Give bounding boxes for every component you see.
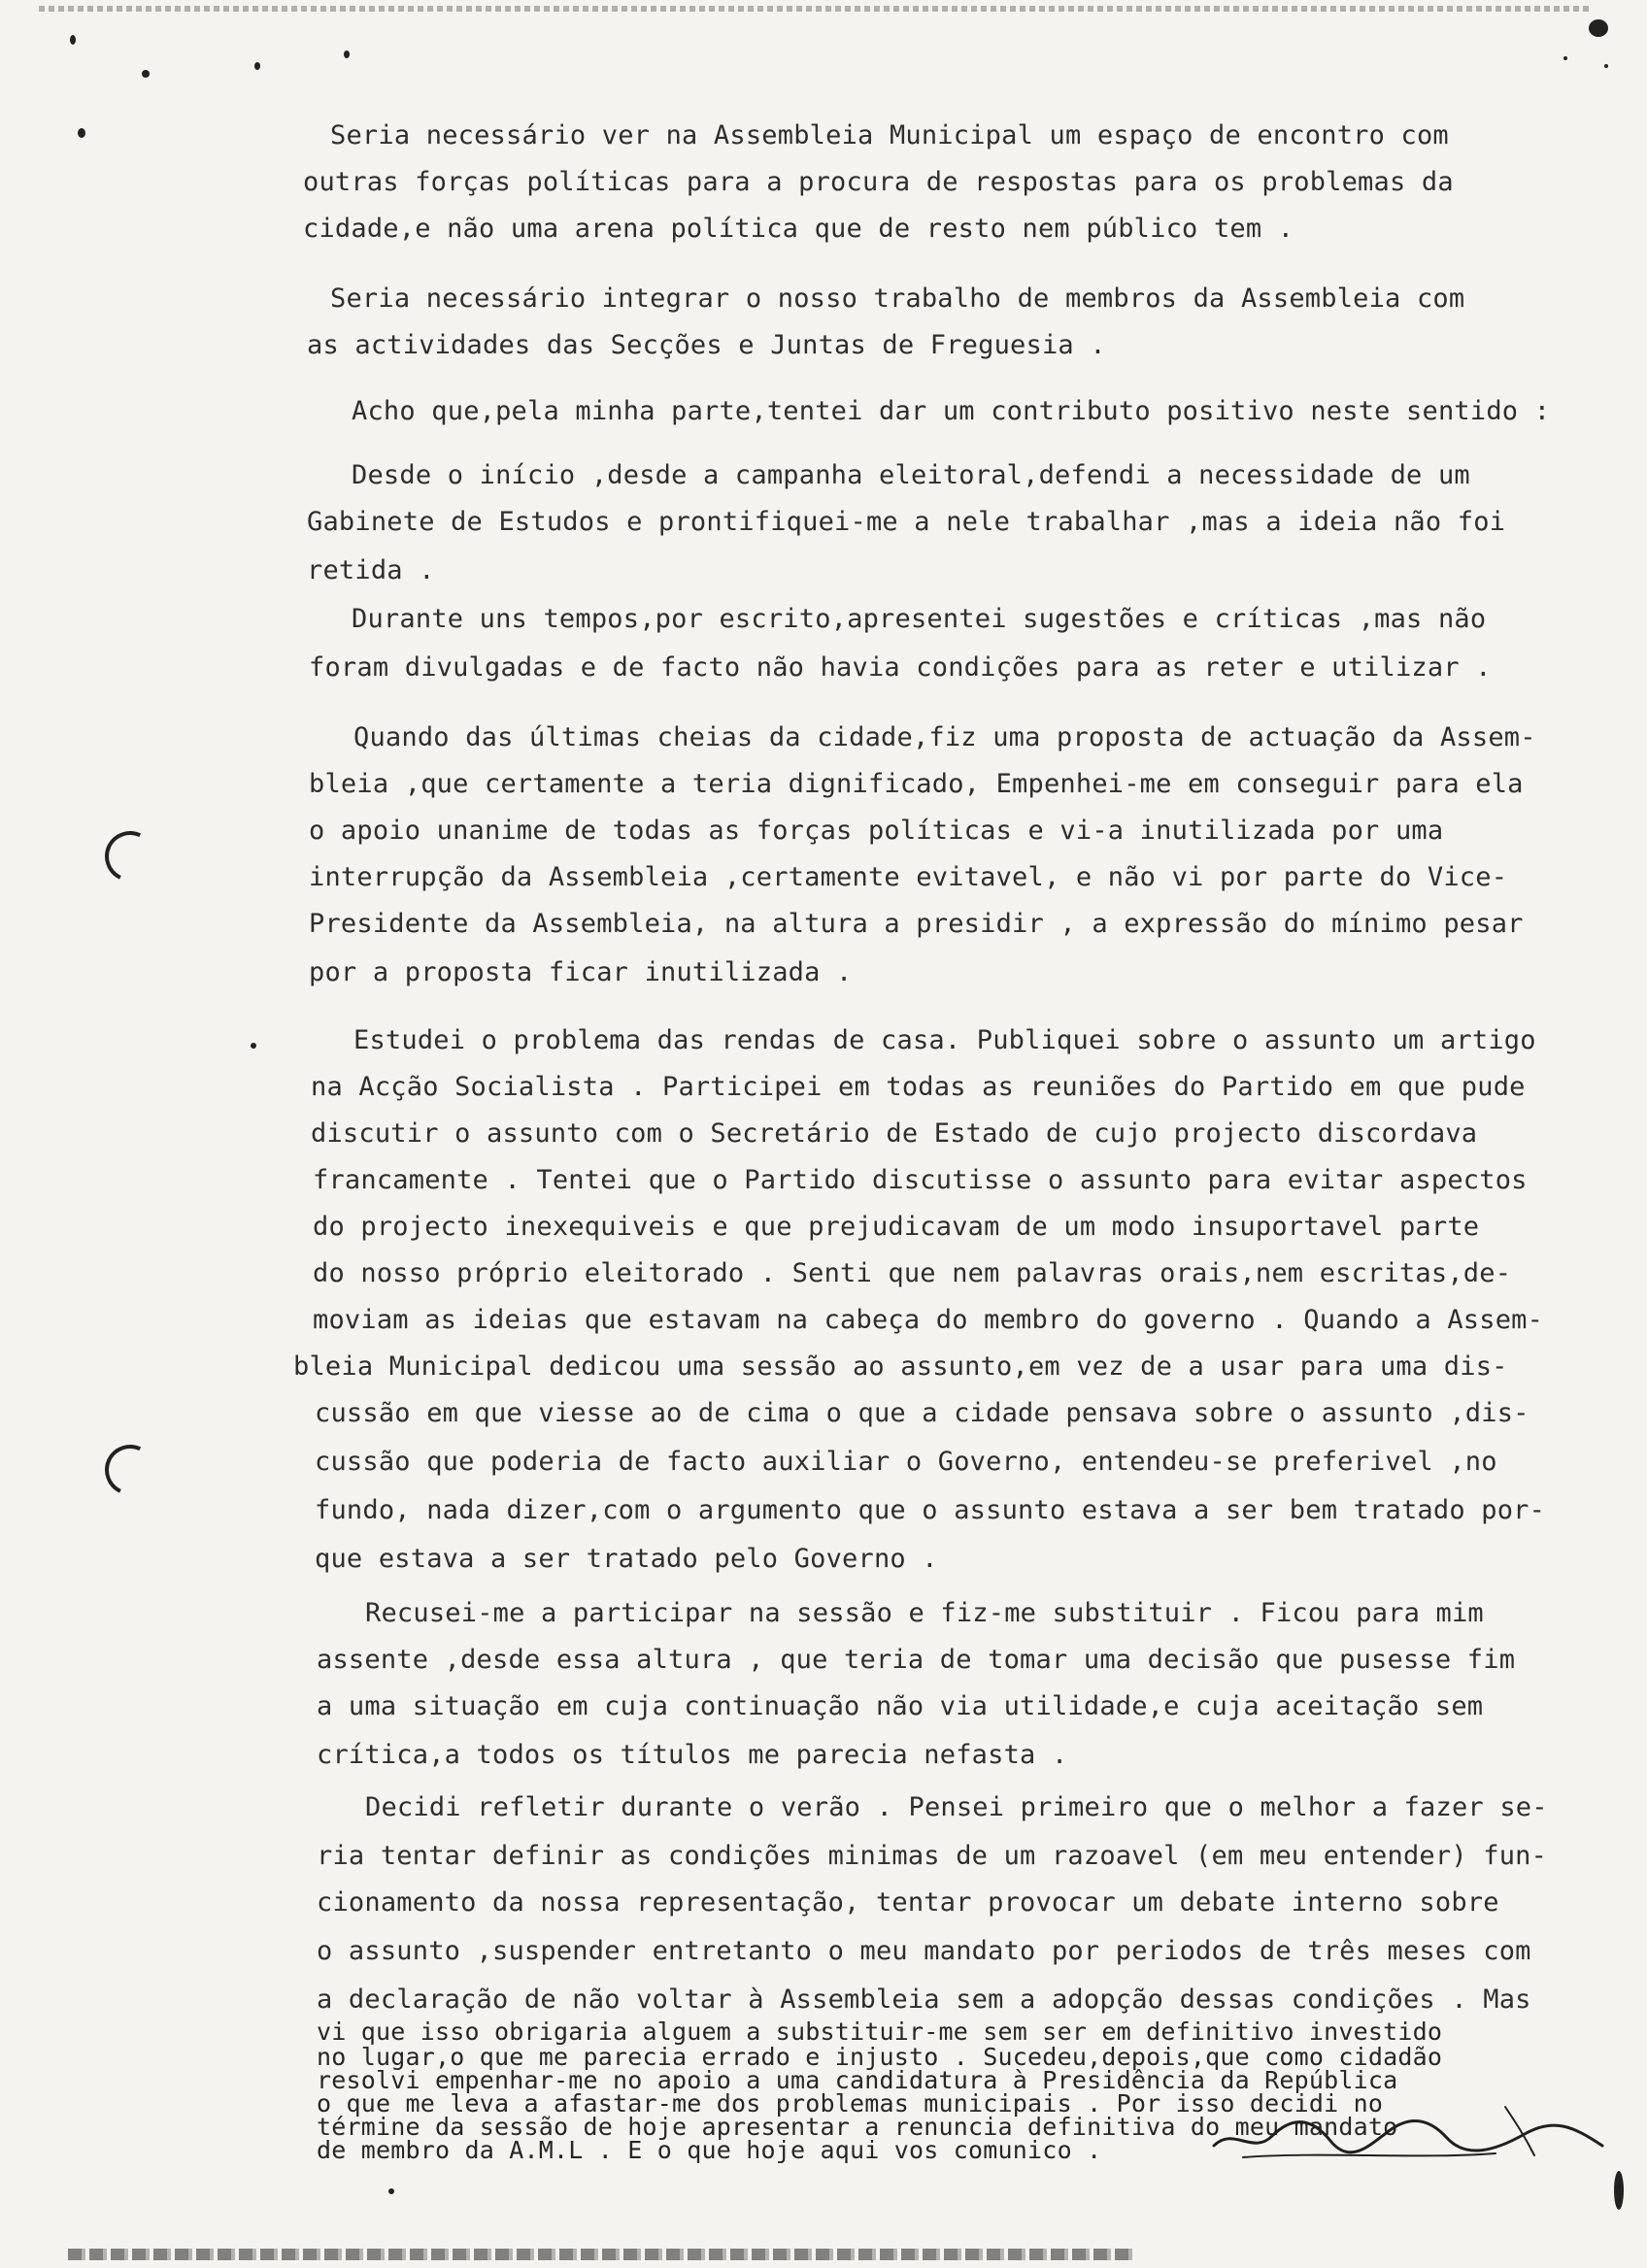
text-line: vi que isso obrigaria alguem a substituir-me sem ser em definitivo investido <box>317 2018 1443 2046</box>
text-line: Estudei o problema das rendas de casa. Publiquei sobre o assunto um artigo <box>353 1025 1536 1055</box>
text-line: discutir o assunto com o Secretário de Estado de cujo projecto discordava <box>311 1118 1478 1149</box>
text-line: moviam as ideias que estavam na cabeça do membro do governo . Quando a Assem- <box>313 1305 1544 1335</box>
text-line: fundo, nada dizer,com o argumento que o assunto estava a ser bem tratado por- <box>315 1495 1546 1525</box>
text-line: no lugar,o que me parecia errado e injusto . Sucedeu,depois,que como cidadão <box>317 2043 1443 2071</box>
text-line: cidade,e não uma arena política que de resto nem público tem . <box>303 214 1294 244</box>
text-line: do nosso próprio eleitorado . Senti que nem palavras orais,nem escritas,de- <box>313 1258 1512 1288</box>
text-line: outras forças políticas para a procura de respostas para os problemas da <box>303 167 1454 197</box>
text-line: Decidi refletir durante o verão . Pensei primeiro que o melhor a fazer se- <box>365 1792 1548 1822</box>
text-line: de membro da A.M.L . E o que hoje aqui vos comunico . <box>317 2136 1102 2164</box>
text-line: bleia ,que certamente a teria dignificado, Empenhei-me em conseguir para ela <box>309 769 1524 799</box>
text-line: cussão em que viesse ao de cima o que a cidade pensava sobre o assunto ,dis- <box>315 1398 1529 1428</box>
text-line: crítica,a todos os títulos me parecia nefasta . <box>317 1740 1068 1770</box>
text-line: a declaração de não voltar à Assembleia sem a adopção dessas condições . Mas <box>317 1984 1531 2015</box>
text-line: cussão que poderia de facto auxiliar o Governo, entendeu-se preferivel ,no <box>315 1447 1497 1477</box>
text-line: Quando das últimas cheias da cidade,fiz uma proposta de actuação da Assem- <box>353 722 1536 752</box>
text-line: na Acção Socialista . Participei em todas as reuniões do Partido em que pude <box>311 1072 1526 1102</box>
text-line: Durante uns tempos,por escrito,apresentei sugestões e críticas ,mas não <box>352 604 1487 634</box>
handwritten-signature <box>1204 2087 1612 2165</box>
text-line: foram divulgadas e de facto não havia condições para as reter e utilizar . <box>309 652 1492 683</box>
text-line: Presidente da Assembleia, na altura a presidir , a expressão do mínimo pesar <box>309 909 1524 939</box>
text-line: Seria necessário ver na Assembleia Municipal um espaço de encontro com <box>330 120 1449 150</box>
text-line: cionamento da nossa representação, tentar provocar um debate interno sobre <box>317 1887 1499 1918</box>
text-line: interrupção da Assembleia ,certamente evitavel, e não vi por parte do Vice- <box>309 862 1508 892</box>
text-line: francamente . Tentei que o Partido discutisse o assunto para evitar aspectos <box>313 1165 1528 1195</box>
text-line: o apoio unanime de todas as forças políticas e vi-a inutilizada por uma <box>309 816 1444 846</box>
text-line: por a proposta ficar inutilizada . <box>309 957 853 987</box>
text-line: o assunto ,suspender entretanto o meu mandato por periodos de três meses com <box>317 1936 1531 1966</box>
text-line: Acho que,pela minha parte,tentei dar um contributo positivo neste sentido : <box>352 396 1551 426</box>
text-line: ria tentar definir as condições minimas de um razoavel (em meu entender) fun- <box>317 1841 1548 1871</box>
text-line: retida . <box>307 555 435 585</box>
text-line: assente ,desde essa altura , que teria de tomar uma decisão que pusesse fim <box>317 1645 1516 1675</box>
text-line: términe da sessão de hoje apresentar a renuncia definitiva do meu mandato <box>317 2113 1398 2141</box>
text-line: o que me leva a afastar-me dos problemas municipais . Por isso decidi no <box>317 2089 1384 2118</box>
text-line: resolvi empenhar-me no apoio a uma candidatura à Presidência da República <box>317 2066 1398 2094</box>
text-line: do projecto inexequiveis e que prejudicavam de um modo insuportavel parte <box>313 1212 1480 1242</box>
text-line: a uma situação em cuja continuação não via utilidade,e cuja aceitação sem <box>317 1691 1484 1721</box>
text-line: Recusei-me a participar na sessão e fiz-me substituir . Ficou para mim <box>365 1598 1484 1628</box>
text-line: bleia Municipal dedicou uma sessão ao assunto,em vez de a usar para uma dis- <box>293 1351 1508 1382</box>
text-line: Desde o início ,desde a campanha eleitoral,defendi a necessidade de um <box>352 460 1470 490</box>
text-line: Seria necessário integrar o nosso trabalho de membros da Assembleia com <box>330 284 1465 314</box>
text-line: que estava a ser tratado pelo Governo . <box>315 1544 938 1574</box>
text-line: Gabinete de Estudos e prontifiquei-me a nele trabalhar ,mas a ideia não foi <box>307 507 1506 537</box>
text-line: as actividades das Secções e Juntas de Freguesia . <box>307 330 1106 360</box>
